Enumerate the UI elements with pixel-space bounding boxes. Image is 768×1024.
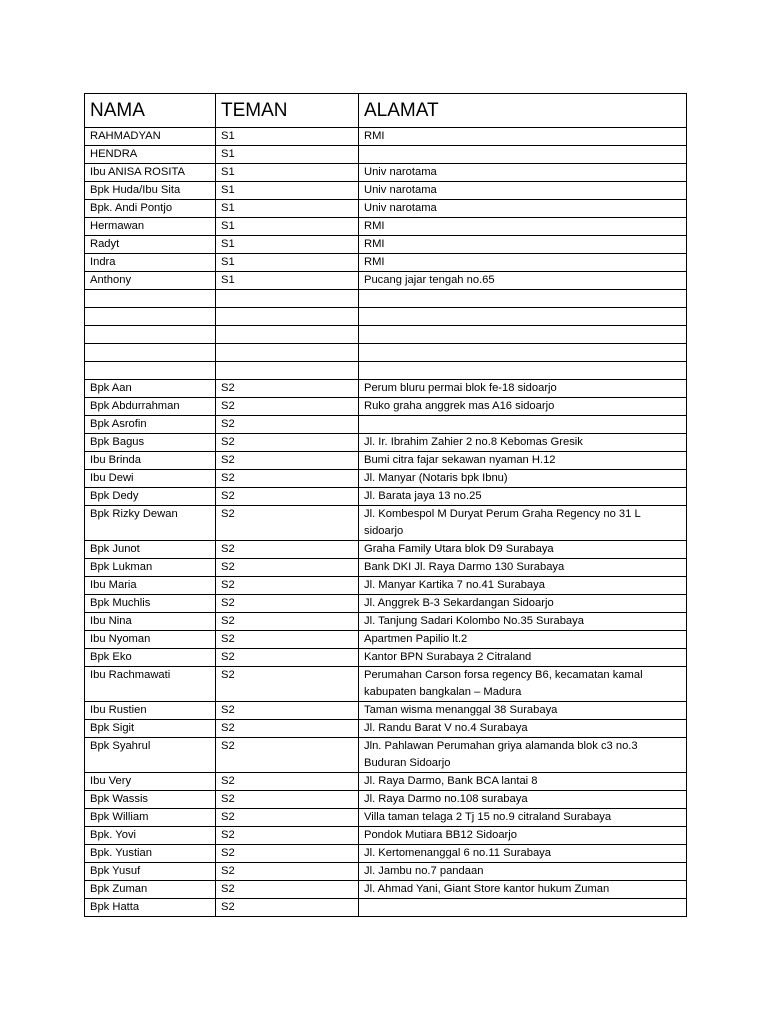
name-cell: Bpk Abdurrahman <box>85 398 216 416</box>
teman-cell: S2 <box>216 559 359 577</box>
name-cell: Ibu Nyoman <box>85 631 216 649</box>
header-alamat: ALAMAT <box>359 94 687 128</box>
alamat-cell: Jln. Pahlawan Perumahan griya alamanda blok c3 no.3 Buduran Sidoarjo <box>359 738 687 773</box>
table-row <box>85 344 687 362</box>
table-row <box>85 899 687 917</box>
table-row <box>85 146 687 164</box>
alamat-cell: RMI <box>359 254 687 272</box>
teman-cell: S2 <box>216 541 359 559</box>
name-cell <box>85 326 216 344</box>
table-row <box>85 452 687 470</box>
alamat-cell: Jl. Raya Darmo, Bank BCA lantai 8 <box>359 773 687 791</box>
alamat-cell: Univ narotama <box>359 164 687 182</box>
name-cell <box>85 344 216 362</box>
table-row <box>85 164 687 182</box>
name-cell: Bpk Junot <box>85 541 216 559</box>
teman-cell: S2 <box>216 738 359 773</box>
table-row <box>85 380 687 398</box>
header-teman: TEMAN <box>216 94 359 128</box>
table-row <box>85 720 687 738</box>
name-cell: Bpk Huda/Ibu Sita <box>85 182 216 200</box>
teman-cell: S1 <box>216 182 359 200</box>
name-cell: Ibu Maria <box>85 577 216 595</box>
alamat-cell: Jl. Tanjung Sadari Kolombo No.35 Surabaya <box>359 613 687 631</box>
name-cell: Ibu Rachmawati <box>85 667 216 702</box>
table-row <box>85 631 687 649</box>
table-row <box>85 559 687 577</box>
teman-cell: S2 <box>216 416 359 434</box>
name-cell: RAHMADYAN <box>85 128 216 146</box>
table-row <box>85 326 687 344</box>
teman-cell: S2 <box>216 577 359 595</box>
alamat-cell: Kantor BPN Surabaya 2 Citraland <box>359 649 687 667</box>
name-cell: Bpk Bagus <box>85 434 216 452</box>
teman-cell <box>216 326 359 344</box>
alamat-cell: Graha Family Utara blok D9 Surabaya <box>359 541 687 559</box>
teman-cell: S2 <box>216 863 359 881</box>
table-row <box>85 254 687 272</box>
teman-cell: S2 <box>216 506 359 541</box>
alamat-cell: Jl. Randu Barat V no.4 Surabaya <box>359 720 687 738</box>
teman-cell: S2 <box>216 881 359 899</box>
table-row <box>85 702 687 720</box>
table-row <box>85 791 687 809</box>
table-row <box>85 434 687 452</box>
contact-table <box>84 93 687 917</box>
alamat-cell <box>359 308 687 326</box>
name-cell: Bpk Yusuf <box>85 863 216 881</box>
teman-cell: S2 <box>216 827 359 845</box>
table-row <box>85 613 687 631</box>
table-row <box>85 809 687 827</box>
alamat-cell: Jl. Manyar (Notaris bpk Ibnu) <box>359 470 687 488</box>
teman-cell: S2 <box>216 434 359 452</box>
name-cell <box>85 290 216 308</box>
name-cell: Bpk Aan <box>85 380 216 398</box>
alamat-cell: Jl. Kertomenanggal 6 no.11 Surabaya <box>359 845 687 863</box>
table-row <box>85 362 687 380</box>
table-row <box>85 236 687 254</box>
name-cell: Bpk Dedy <box>85 488 216 506</box>
header-row <box>85 94 687 128</box>
table-row <box>85 272 687 290</box>
table-row <box>85 488 687 506</box>
teman-cell <box>216 344 359 362</box>
table-row <box>85 182 687 200</box>
table-row <box>85 506 687 541</box>
alamat-cell: Bank DKI Jl. Raya Darmo 130 Surabaya <box>359 559 687 577</box>
name-cell: Hermawan <box>85 218 216 236</box>
teman-cell: S2 <box>216 773 359 791</box>
teman-cell: S2 <box>216 398 359 416</box>
alamat-cell: Univ narotama <box>359 200 687 218</box>
teman-cell: S2 <box>216 845 359 863</box>
teman-cell: S2 <box>216 667 359 702</box>
teman-cell: S2 <box>216 613 359 631</box>
name-cell: Anthony <box>85 272 216 290</box>
alamat-cell <box>359 416 687 434</box>
alamat-cell: Jl. Jambu no.7 pandaan <box>359 863 687 881</box>
alamat-cell: Bumi citra fajar sekawan nyaman H.12 <box>359 452 687 470</box>
name-cell: Bpk. Andi Pontjo <box>85 200 216 218</box>
teman-cell: S2 <box>216 649 359 667</box>
table-row <box>85 845 687 863</box>
name-cell: Bpk. Yovi <box>85 827 216 845</box>
name-cell: Bpk Rizky Dewan <box>85 506 216 541</box>
name-cell: Ibu ANISA ROSITA <box>85 164 216 182</box>
table-row <box>85 200 687 218</box>
teman-cell: S1 <box>216 146 359 164</box>
alamat-cell: Perumahan Carson forsa regency B6, kecamatan kamal kabupaten bangkalan – Madura <box>359 667 687 702</box>
teman-cell: S1 <box>216 200 359 218</box>
teman-cell: S1 <box>216 128 359 146</box>
name-cell: Radyt <box>85 236 216 254</box>
name-cell: Ibu Nina <box>85 613 216 631</box>
alamat-cell <box>359 344 687 362</box>
alamat-cell: Villa taman telaga 2 Tj 15 no.9 citraland Surabaya <box>359 809 687 827</box>
teman-cell <box>216 308 359 326</box>
table-row <box>85 398 687 416</box>
alamat-cell <box>359 290 687 308</box>
teman-cell: S2 <box>216 488 359 506</box>
teman-cell: S2 <box>216 899 359 917</box>
table-row <box>85 218 687 236</box>
name-cell: Ibu Dewi <box>85 470 216 488</box>
alamat-cell <box>359 146 687 164</box>
name-cell: Bpk Hatta <box>85 899 216 917</box>
table-row <box>85 416 687 434</box>
contact-sheet <box>84 93 686 917</box>
name-cell: Bpk. Yustian <box>85 845 216 863</box>
header-nama: NAMA <box>85 94 216 128</box>
alamat-cell: Jl. Ir. Ibrahim Zahier 2 no.8 Kebomas Gresik <box>359 434 687 452</box>
teman-cell: S2 <box>216 595 359 613</box>
name-cell: Ibu Very <box>85 773 216 791</box>
teman-cell: S2 <box>216 470 359 488</box>
teman-cell <box>216 362 359 380</box>
name-cell <box>85 308 216 326</box>
alamat-cell <box>359 326 687 344</box>
table-row <box>85 595 687 613</box>
teman-cell: S1 <box>216 236 359 254</box>
name-cell: Ibu Brinda <box>85 452 216 470</box>
alamat-cell: RMI <box>359 128 687 146</box>
table-row <box>85 667 687 702</box>
table-row <box>85 738 687 773</box>
table-row <box>85 863 687 881</box>
name-cell: Bpk Syahrul <box>85 738 216 773</box>
alamat-cell: Jl. Manyar Kartika 7 no.41 Surabaya <box>359 577 687 595</box>
alamat-cell: RMI <box>359 218 687 236</box>
teman-cell: S2 <box>216 702 359 720</box>
table-row <box>85 881 687 899</box>
table-row <box>85 773 687 791</box>
alamat-cell: Jl. Raya Darmo no.108 surabaya <box>359 791 687 809</box>
table-row <box>85 470 687 488</box>
alamat-cell: Ruko graha anggrek mas A16 sidoarjo <box>359 398 687 416</box>
teman-cell: S2 <box>216 380 359 398</box>
alamat-cell: Taman wisma menanggal 38 Surabaya <box>359 702 687 720</box>
teman-cell: S2 <box>216 452 359 470</box>
table-row <box>85 290 687 308</box>
name-cell: Bpk Sigit <box>85 720 216 738</box>
name-cell: Bpk Asrofin <box>85 416 216 434</box>
alamat-cell: Apartmen Papilio lt.2 <box>359 631 687 649</box>
alamat-cell: Jl. Barata jaya 13 no.25 <box>359 488 687 506</box>
alamat-cell <box>359 899 687 917</box>
name-cell: Bpk Muchlis <box>85 595 216 613</box>
table-row <box>85 577 687 595</box>
name-cell: Bpk William <box>85 809 216 827</box>
name-cell: Bpk Eko <box>85 649 216 667</box>
teman-cell: S1 <box>216 164 359 182</box>
table-body <box>85 128 687 917</box>
teman-cell: S2 <box>216 631 359 649</box>
alamat-cell: Jl. Ahmad Yani, Giant Store kantor hukum Zuman <box>359 881 687 899</box>
name-cell: Ibu Rustien <box>85 702 216 720</box>
teman-cell: S2 <box>216 809 359 827</box>
name-cell: Indra <box>85 254 216 272</box>
teman-cell: S1 <box>216 218 359 236</box>
teman-cell: S1 <box>216 272 359 290</box>
alamat-cell: Perum bluru permai blok fe-18 sidoarjo <box>359 380 687 398</box>
alamat-cell: Univ narotama <box>359 182 687 200</box>
name-cell: Bpk Wassis <box>85 791 216 809</box>
alamat-cell <box>359 362 687 380</box>
table-row <box>85 128 687 146</box>
teman-cell: S2 <box>216 720 359 738</box>
teman-cell <box>216 290 359 308</box>
alamat-cell: Jl. Anggrek B-3 Sekardangan Sidoarjo <box>359 595 687 613</box>
alamat-cell: Pucang jajar tengah no.65 <box>359 272 687 290</box>
alamat-cell: Jl. Kombespol M Duryat Perum Graha Regency no 31 L sidoarjo <box>359 506 687 541</box>
table-row <box>85 827 687 845</box>
name-cell <box>85 362 216 380</box>
table-row <box>85 308 687 326</box>
teman-cell: S1 <box>216 254 359 272</box>
alamat-cell: RMI <box>359 236 687 254</box>
alamat-cell: Pondok Mutiara BB12 Sidoarjo <box>359 827 687 845</box>
name-cell: Bpk Zuman <box>85 881 216 899</box>
teman-cell: S2 <box>216 791 359 809</box>
name-cell: HENDRA <box>85 146 216 164</box>
table-row <box>85 649 687 667</box>
name-cell: Bpk Lukman <box>85 559 216 577</box>
table-row <box>85 541 687 559</box>
